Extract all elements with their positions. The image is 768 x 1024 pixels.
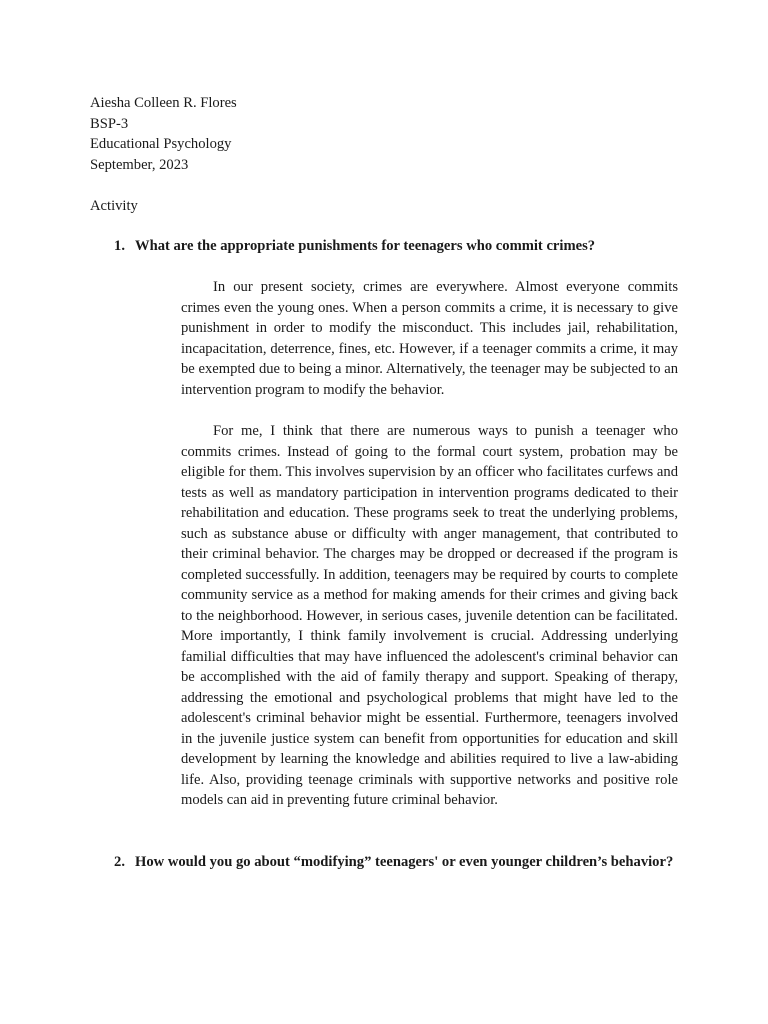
question-text: What are the appropriate punishments for teenagers who commit crimes? [135,238,596,254]
answer-paragraph-2: For me, I think that there are numerous ways to punish a teenager who commits crimes. Instead of going to the formal court system, probation may be eligible for them. This involves supervision by an officer who facilitates curfews and tests as well as mandatory participation in intervention programs dedicated to their rehabilitation and education. These programs seek to treat the underlying problems, such as substance abuse or difficulty with anger management, that contributed to their criminal behavior. The charges may be dropped or decreased if the program is completed successfully. In addition, teenagers may be required by courts to complete community service as a method for making amends for their crimes and giving back to the neighborhood. However, in serious cases, juvenile detention can be facilitated. More importantly, I think family involvement is crucial. Addressing underlying familial difficulties that may have influenced the adolescent's criminal behavior can be accomplished with the aid of family therapy and support. Speaking of therapy, addressing the emotional and psychological problems that might have led to the adolescent's criminal behavior might be essential. Furthermore, teenagers involved in the juvenile justice system can benefit from opportunities for education and skill development by learning the knowledge and abilities required to live a law-abiding life. Also, providing teenage criminals with supportive networks and positive role models can aid in preventing future criminal behavior. [181,423,678,808]
question-1 [90,236,678,257]
question-number: 1. [114,238,125,254]
question-number: 2. [114,854,125,870]
course-name: Educational Psychology [90,136,232,152]
document-header [90,93,237,175]
activity-title: Activity [90,198,138,214]
question-2 [90,852,678,873]
answer-paragraph-1: In our present society, crimes are everywhere. Almost everyone commits crimes even the young ones. When a person commits a crime, it is necessary to give punishment in order to modify the misconduct. This includes jail, rehabilitation, incapacitation, deterrence, fines, etc. However, if a teenager commits a crime, it may be exempted due to being a minor. Alternatively, the teenager may be subjected to an intervention program to modify the behavior. [181,279,678,398]
author-name: Aiesha Colleen R. Flores [90,95,237,111]
question-text: How would you go about “modifying” teenagers' or even younger children’s behavior? [135,854,674,870]
document-date: September, 2023 [90,156,189,173]
class-section: BSP-3 [90,115,129,132]
